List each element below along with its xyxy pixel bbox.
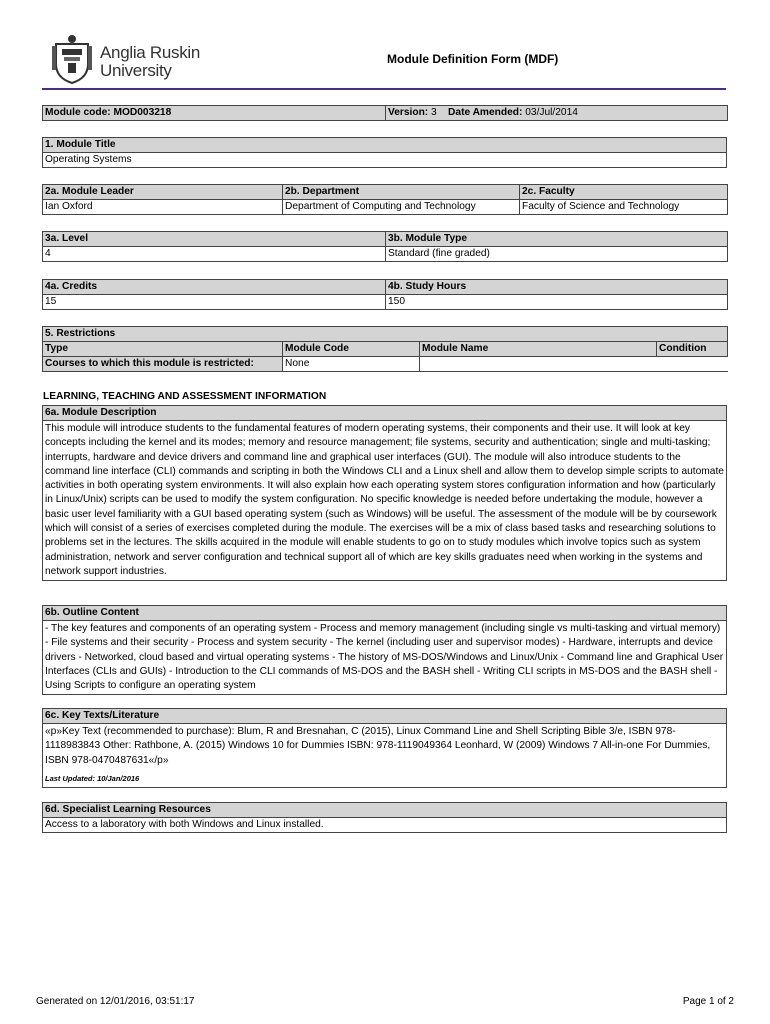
- date-amended-value: 03/Jul/2014: [525, 107, 578, 118]
- resources-heading: 6d. Specialist Learning Resources: [43, 803, 727, 818]
- credits-table: [42, 279, 728, 310]
- page-number: Page 1 of 2: [682, 996, 734, 1007]
- key-texts-cell: [43, 724, 727, 788]
- faculty-value: Faculty of Science and Technology: [520, 200, 728, 215]
- module-title-heading: 1. Module Title: [43, 138, 727, 153]
- version-label: Version:: [388, 107, 429, 118]
- level-value: 4: [43, 247, 386, 262]
- generated-timestamp: Generated on 12/01/2016, 03:51:17: [36, 996, 195, 1007]
- restrictions-table: [42, 326, 728, 372]
- university-logo: [50, 34, 210, 84]
- restrictions-col-code: Module Code: [283, 342, 420, 357]
- outline-content-table: [42, 605, 727, 695]
- outline-content-text: - The key features and components of an operating system - Process and memory management (including single vs multi-tasking and virtual memory) - File systems and their security - Process and system security - The kernel (including user and supervisor modes) - Hardware, interrupts and device drivers - Networked, cloud based and virtual operating systems - The history of MS-DOS/Windows and Linux/Unix - Command line and Graphical User Interfaces (CLIs and GUIs) - Introduction to the CLI commands of MS-DOS and the BASH shell - Writing CLI scripts in MS-DOS and the BASH shell - Using Scripts to configure an operating system: [43, 621, 727, 695]
- leader-table: [42, 184, 728, 215]
- module-title-value: Operating Systems: [43, 153, 727, 168]
- module-info-table: [42, 105, 728, 121]
- form-title: Module Definition Form (MDF): [387, 52, 559, 66]
- study-hours-heading: 4b. Study Hours: [386, 280, 728, 295]
- credits-value: 15: [43, 295, 386, 310]
- credits-heading: 4a. Credits: [43, 280, 386, 295]
- module-description-text: This module will introduce students to the fundamental features of modern operating systems, their components and their use. It will look at key concepts including the kernel and its modes; memory and resource management; file systems, security and authentication; single and multi-tasking; interrupts, hardware and device drivers and command line and graphical user interfaces (GUI). The module will also introduce students to the command line interface (CLI) commands and scripting in both the Windows CLI and a Linux shell and allow them to develop simple scripts to automate activities in both operating system environments. It will also explain how each operating system stores configuration information and how (particularly in Linux/Unix) scripts can be used to modify the system configuration. No specific knowledge is needed before undertaking the module, however a basic user level familiarity with a GUI based operating system (such as Windows) will be useful. The assessment of the module will be by coursework which will consist of a series of exercises completed during the module. The exercises will be a mix of class based tasks and researching solutions to problems set in the lectures. The skills acquired in the module will enable students to go on to study modules which involve topics such as system administration, network and server configuration and technical support all of which are key skills graduates need when working in the systems and network support industries.: [43, 421, 727, 581]
- module-type-value: Standard (fine graded): [386, 247, 728, 262]
- resources-text: Access to a laboratory with both Windows and Linux installed.: [43, 818, 727, 833]
- date-amended-label: Date Amended:: [448, 107, 523, 118]
- module-description-table: [42, 405, 727, 581]
- ltai-section-label: LEARNING, TEACHING AND ASSESSMENT INFORMATION: [43, 391, 327, 402]
- last-updated: Last Updated: 10/Jan/2016: [45, 773, 140, 783]
- faculty-heading: 2c. Faculty: [520, 185, 728, 200]
- study-hours-value: 150: [386, 295, 728, 310]
- university-name-line1: Anglia Ruskin: [100, 43, 201, 62]
- university-name-line2: University: [100, 61, 172, 80]
- outline-content-heading: 6b. Outline Content: [43, 606, 727, 621]
- module-leader-value: Ian Oxford: [43, 200, 283, 215]
- module-code: Module code: MOD003218: [43, 106, 386, 121]
- version-value: 3: [431, 107, 437, 118]
- restrictions-col-type: Type: [43, 342, 283, 357]
- version-date-cell: [386, 106, 728, 121]
- key-texts-heading: 6c. Key Texts/Literature: [43, 709, 727, 724]
- restrictions-heading: 5. Restrictions: [43, 327, 728, 342]
- resources-table: [42, 802, 727, 833]
- department-value: Department of Computing and Technology: [283, 200, 520, 215]
- header-rule: [42, 88, 726, 90]
- restrictions-col-name: Module Name: [420, 342, 657, 357]
- restrictions-row-code: None: [283, 357, 420, 372]
- restrictions-col-condition: Condition: [657, 342, 728, 357]
- level-table: [42, 231, 728, 262]
- module-type-heading: 3b. Module Type: [386, 232, 728, 247]
- module-leader-heading: 2a. Module Leader: [43, 185, 283, 200]
- restrictions-row-label: Courses to which this module is restricted:: [43, 357, 283, 372]
- module-description-heading: 6a. Module Description: [43, 406, 727, 421]
- key-texts-table: [42, 708, 727, 788]
- university-crest-icon: [50, 34, 94, 84]
- department-heading: 2b. Department: [283, 185, 520, 200]
- level-heading: 3a. Level: [43, 232, 386, 247]
- module-title-table: [42, 137, 727, 168]
- key-texts-text: «p»Key Text (recommended to purchase): Blum, R and Bresnahan, C (2015), Linux Command Line and Shell Scripting Bible 3/e, ISBN 978-1118983843 Other: Rathbone, A. (2015) Windows 10 for Dummies ISBN: 978-1119049364 Leonhard, W (2009) Windows 7 All-in-one For Dummies, ISBN 978-0470487631«/p»: [45, 726, 711, 766]
